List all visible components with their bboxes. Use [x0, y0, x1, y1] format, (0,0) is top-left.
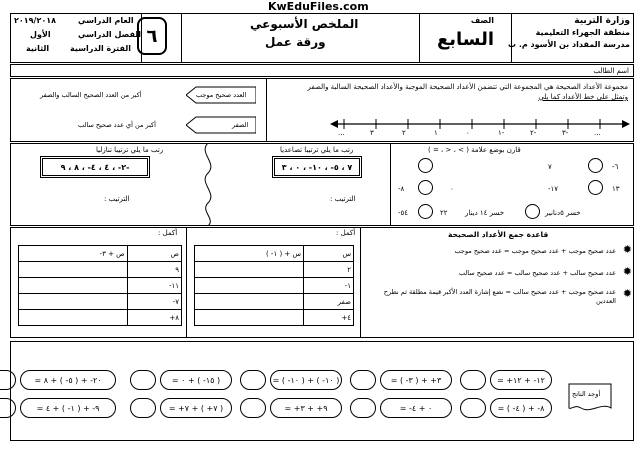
asc-title: رتب ما يلي ترتيبا تصاعديا [280, 146, 354, 154]
number-line-label: ٢ [402, 129, 406, 137]
desc-title: رتب ما يلي ترتيبا تنازليا [96, 146, 164, 154]
exercise-answer-oval[interactable] [130, 370, 156, 390]
title-summary: الملخص الأسبوعي [250, 17, 359, 31]
exercise-oval: ٩- + ( ١- ) + ٤ = [20, 398, 116, 418]
table1-answer[interactable] [195, 262, 304, 278]
exercises-section [10, 341, 634, 441]
exercise-answer-oval[interactable] [460, 398, 486, 418]
positive-integer-arrow: العدد صحيح موجب [196, 91, 247, 99]
zero-note: أكبر من أي عدد صحيح سالب [78, 121, 156, 129]
exercise-oval: ١٢- + ١٢+ = [490, 370, 552, 390]
compare-answer-circle[interactable] [588, 158, 603, 173]
compare-right-value: ١٣ [612, 185, 620, 193]
table1-answer[interactable] [195, 294, 304, 310]
number-line-label: ... [338, 129, 345, 137]
compare-left-value: ٥٤- [398, 209, 409, 217]
table2-answer[interactable] [19, 294, 128, 310]
star-icon: ✹ [622, 287, 632, 300]
compare-left-value: ٨- [398, 185, 405, 193]
table1-head-x: س [304, 246, 354, 262]
table1-row: ٤+ [304, 310, 354, 326]
table2-head-expr: ص + ٣- [19, 246, 128, 262]
compare-left-value: خسر ١٤ دينار [465, 209, 505, 217]
number-line-label: ٠ [466, 129, 470, 137]
compare-right-value: ٦- [612, 163, 619, 171]
exercise-oval: ( ٧+ ) + ٧+ = [160, 398, 232, 418]
compare-title: قارن بوضع علامة ( > ، < ، = ) [428, 146, 521, 154]
ministry: وزارة التربية [574, 16, 630, 26]
semester-label: الفصل الدراسي [78, 30, 141, 39]
asc-answer-label[interactable]: الترتيب : [330, 195, 356, 203]
integers-description-2: وتمثل على خط الأعداد كما يلي [538, 93, 628, 101]
find-result-label: أوجد الناتج [572, 390, 601, 398]
table2-answer[interactable] [19, 262, 128, 278]
table2-row: ١١- [127, 278, 181, 294]
number-line-label: ... [594, 129, 601, 137]
table2-row: ٨+ [127, 310, 181, 326]
exercise-oval: ( ١٠- ) + ( ١٠- ) = [270, 370, 342, 390]
compare-answer-circle[interactable] [525, 204, 540, 219]
number-line-label: ٣ [370, 129, 374, 137]
table1-row: ٢ [304, 262, 354, 278]
table1-row: ١- [304, 278, 354, 294]
number-line [330, 114, 630, 138]
rule-item: عدد صحيح سالب + عدد صحيح سالب = عدد صحيح سالب [458, 269, 616, 277]
title-worksheet: ورقة عمل [265, 35, 326, 49]
table1-head-expr: س + ( ١- ) [195, 246, 304, 262]
table1-answer[interactable] [195, 310, 304, 326]
desc-answer-label[interactable]: الترتيب : [104, 195, 130, 203]
exercise-oval: ٣+ + ( ٣- ) = [380, 370, 452, 390]
site-watermark: KwEduFiles.com [268, 0, 369, 13]
compare-right-value: ٠ [450, 185, 454, 193]
compare-left-value: ١٧- [548, 185, 559, 193]
exercise-answer-oval[interactable] [350, 398, 376, 418]
compare-right-value: خسر ٥دنانير [545, 209, 581, 217]
compare-answer-circle[interactable] [588, 180, 603, 195]
rules-title: قاعدة جمع الأعداد الصحيحة [448, 230, 549, 239]
semester-value: الأول [30, 30, 51, 39]
exercise-answer-oval[interactable] [240, 370, 266, 390]
region: منطقة الجهراء التعليمية [535, 28, 630, 37]
asc-values: ٧ ، ٥- ، ١٠- ، ٠ ، ٣ [272, 156, 362, 178]
grade-label: الصف [470, 16, 494, 25]
table1-row: صفر [304, 294, 354, 310]
zero-arrow: الصفر [232, 121, 249, 129]
compare-answer-circle[interactable] [418, 158, 433, 173]
student-name-label: اسم الطالب [593, 67, 629, 75]
table2-answer[interactable] [19, 310, 128, 326]
compare-answer-circle[interactable] [418, 180, 433, 195]
exercise-oval: ( ١٥- ) + ٠ = [160, 370, 232, 390]
compare-right-value: ٢٢ [440, 209, 448, 217]
exercise-oval: ٩+ + ٣+ = [270, 398, 342, 418]
star-icon: ✹ [622, 265, 632, 278]
school: مدرسة المقداد بن الأسود م. ب [508, 40, 630, 49]
compare-left-value: ٧ [548, 163, 552, 171]
table-1 [194, 245, 354, 326]
exercise-oval: ٠ + ٤- = [380, 398, 452, 418]
exercise-answer-oval[interactable] [240, 398, 266, 418]
number-line-label: ٣- [562, 129, 569, 137]
rule-item: عدد صحيح موجب + عدد صحيح موجب = عدد صحيح موجب [454, 247, 616, 255]
number-line-label: ١- [498, 129, 505, 137]
wavy-divider [196, 143, 220, 226]
week-number: ٦ [137, 17, 167, 55]
exercise-answer-oval[interactable] [350, 370, 376, 390]
period-value: الثانية [26, 44, 50, 53]
integers-description: مجموعة الأعداد الصحيحة هي المجموعة التي تتضمن الأعداد الصحيحة الموجبة والأعداد الصحيحة السالبة والصفر [307, 83, 628, 91]
table2-answer[interactable] [19, 278, 128, 294]
exercise-oval: ٨- + ( ٤- ) = [490, 398, 552, 418]
exercise-answer-oval[interactable] [130, 398, 156, 418]
exercise-oval: ٢٠- + ( ٥- ) + ٨ = [20, 370, 116, 390]
complete-title-2: أكمل : [158, 229, 178, 237]
number-line-label: ٢- [530, 129, 537, 137]
grade-value: السابع [436, 29, 494, 50]
student-name-row[interactable] [10, 64, 634, 77]
complete-title-1: أكمل : [336, 229, 356, 237]
table2-row: ٩ [127, 262, 181, 278]
positive-integer-note: أكبر من العدد الصحيح السالب والصفر [40, 91, 142, 99]
table1-answer[interactable] [195, 278, 304, 294]
compare-answer-circle[interactable] [418, 204, 433, 219]
period-label: الفترة الدراسية [70, 44, 131, 53]
number-line-label: ١ [434, 129, 438, 137]
table2-row: ٧- [127, 294, 181, 310]
table-2 [18, 245, 182, 326]
star-icon: ✹ [622, 243, 632, 256]
rule-item: عدد صحيح موجب + عدد صحيح سالب = نضع إشارة العدد الأكبر قيمة مطلقة ثم نطرح العددين [383, 288, 616, 305]
year-label: العام الدراسي [78, 16, 134, 25]
desc-values: ٢- ، ٤ ، ٤- ، ٨ ، ٩- [40, 156, 150, 178]
exercise-answer-oval[interactable] [460, 370, 486, 390]
year-value: ٢٠١٩/٢٠١٨ [14, 16, 56, 25]
table2-head-y: ص [127, 246, 181, 262]
